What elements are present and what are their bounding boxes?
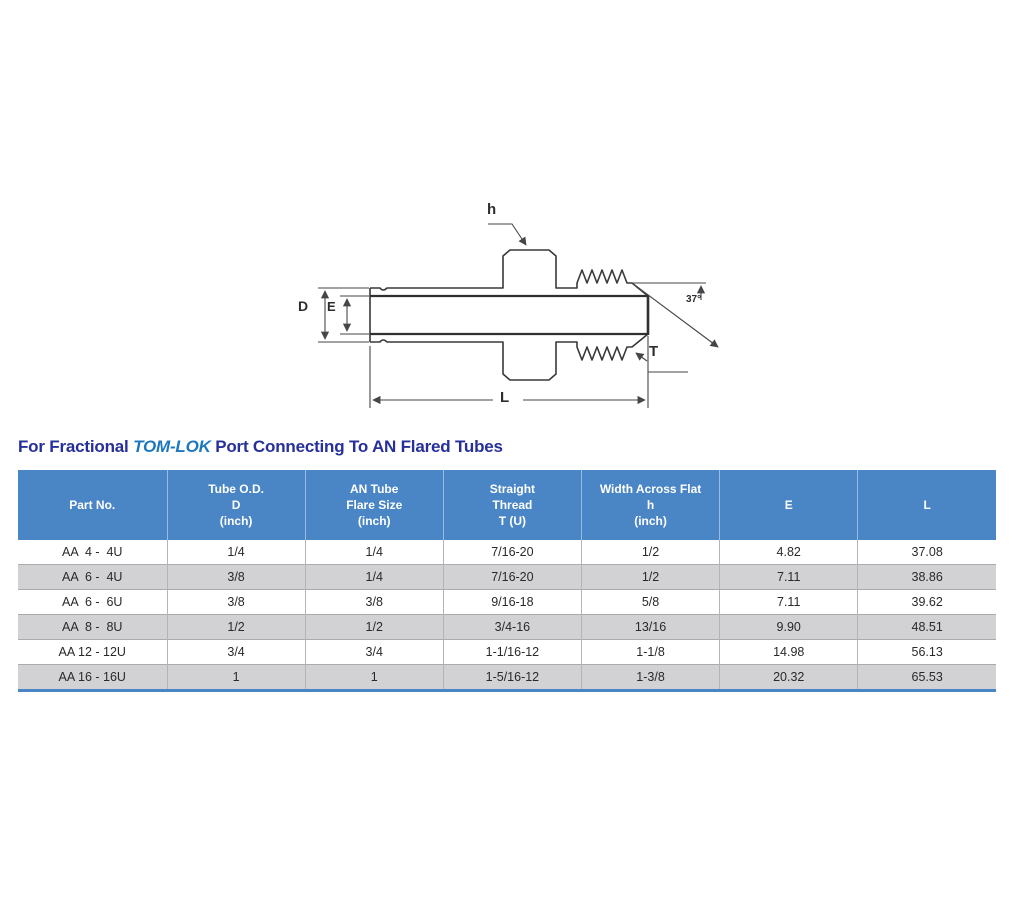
part-no-cell: AA 6 - 4U	[18, 565, 167, 590]
table-row	[18, 565, 996, 590]
part-no-cell: AA 12 - 12U	[18, 640, 167, 665]
brand-name: TOM-LOK	[133, 437, 211, 456]
dim-label-angle: 37°	[686, 294, 702, 305]
an-tube-flare-size-cell: 1/4	[305, 540, 443, 565]
width-across-flat-cell: 13/16	[581, 615, 719, 640]
column-header: Width Across Flat h (inch)	[581, 470, 719, 540]
table-body	[18, 540, 996, 691]
fitting-profile-svg	[290, 190, 730, 425]
table-row	[18, 540, 996, 565]
width-across-flat-cell: 1/2	[581, 540, 719, 565]
table-row	[18, 665, 996, 691]
tube-od-cell: 1	[167, 665, 305, 691]
table-header	[18, 470, 996, 540]
technical-drawing	[290, 190, 730, 425]
l-dim-cell: 37.08	[858, 540, 996, 565]
column-header: L	[858, 470, 996, 540]
l-dim-cell: 39.62	[858, 590, 996, 615]
title-prefix: For Fractional	[18, 437, 134, 456]
l-dim-cell: 65.53	[858, 665, 996, 691]
tube-od-cell: 3/8	[167, 590, 305, 615]
dim-label-t: T	[649, 343, 659, 360]
tube-od-cell: 1/4	[167, 540, 305, 565]
part-no-cell: AA 8 - 8U	[18, 615, 167, 640]
column-header: Straight Thread T (U)	[443, 470, 581, 540]
dim-label-e: E	[327, 299, 336, 314]
dim-label-d: D	[298, 298, 309, 314]
tube-od-cell: 3/8	[167, 565, 305, 590]
e-dim-cell: 7.11	[720, 565, 858, 590]
column-header: Part No.	[18, 470, 167, 540]
section-title	[18, 437, 503, 457]
an-tube-flare-size-cell: 1	[305, 665, 443, 691]
tube-od-cell: 1/2	[167, 615, 305, 640]
table-header-row	[18, 470, 996, 540]
straight-thread-cell: 3/4-16	[443, 615, 581, 640]
column-header: E	[720, 470, 858, 540]
straight-thread-cell: 1-5/16-12	[443, 665, 581, 691]
l-dim-cell: 48.51	[858, 615, 996, 640]
width-across-flat-cell: 1-1/8	[581, 640, 719, 665]
an-tube-flare-size-cell: 1/4	[305, 565, 443, 590]
part-no-cell: AA 4 - 4U	[62, 545, 123, 559]
column-header: AN Tube Flare Size (inch)	[305, 470, 443, 540]
width-across-flat-cell: 1-3/8	[581, 665, 719, 691]
an-tube-flare-size-cell: 1/2	[305, 615, 443, 640]
e-dim-cell: 9.90	[720, 615, 858, 640]
e-dim-cell: 14.98	[720, 640, 858, 665]
an-tube-flare-size-cell: 3/4	[305, 640, 443, 665]
part-no-cell: AA 6 - 6U	[18, 590, 167, 615]
e-dim-cell: 20.32	[720, 665, 858, 691]
width-across-flat-cell: 1/2	[581, 565, 719, 590]
title-suffix: Port Connecting To AN Flared Tubes	[210, 437, 503, 456]
straight-thread-cell: 9/16-18	[443, 590, 581, 615]
straight-thread-cell: 1-1/16-12	[443, 640, 581, 665]
fitting-outline	[370, 250, 648, 380]
l-dim-cell: 56.13	[858, 640, 996, 665]
table-row	[18, 615, 996, 640]
table-row	[18, 640, 996, 665]
e-dim-cell: 4.82	[720, 540, 858, 565]
spec-table	[18, 470, 996, 692]
width-across-flat-cell: 5/8	[581, 590, 719, 615]
straight-thread-cell: 7/16-20	[443, 565, 581, 590]
part-no-cell: AA 16 - 16U	[18, 665, 167, 691]
column-header: Tube O.D. D (inch)	[167, 470, 305, 540]
tube-od-cell: 3/4	[167, 640, 305, 665]
e-dim-cell: 7.11	[720, 590, 858, 615]
dim-label-h: h	[487, 201, 497, 218]
table-row	[18, 590, 996, 615]
straight-thread-cell: 7/16-20	[443, 540, 581, 565]
an-tube-flare-size-cell: 3/8	[305, 590, 443, 615]
dim-label-l: L	[500, 389, 510, 406]
l-dim-cell: 38.86	[858, 565, 996, 590]
